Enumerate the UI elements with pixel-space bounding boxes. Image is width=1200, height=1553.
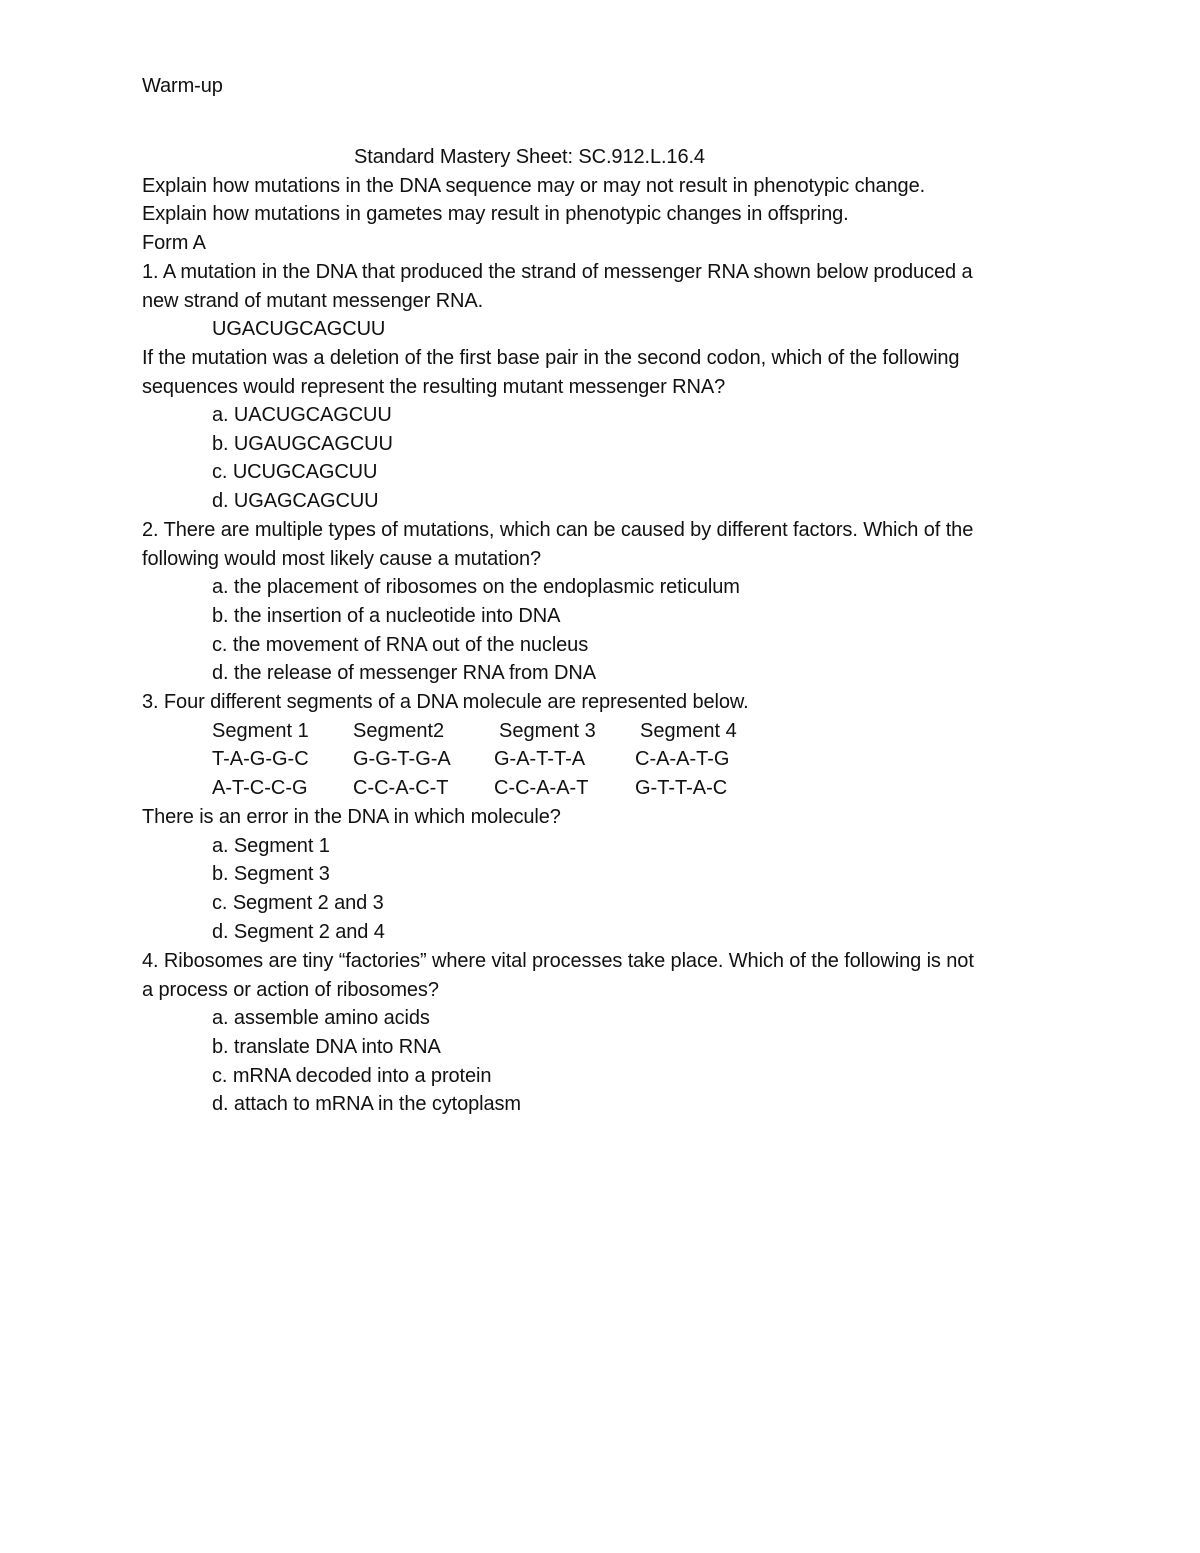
segment-4-header: Segment 4 [640,720,737,742]
segment-1-header: Segment 1 [212,720,309,742]
q1-question-line2: sequences would represent the resulting mutant messenger RNA? [142,376,726,398]
segment-3-header: Segment 3 [499,720,596,742]
q3-option-d: d. Segment 2 and 4 [212,921,385,943]
q1-option-a: a. UACUGCAGCUU [212,404,392,426]
q4-option-d: d. attach to mRNA in the cytoplasm [212,1093,521,1115]
segment-1-strand2: A-T-C-C-G [212,777,308,799]
q3-option-b: b. Segment 3 [212,863,330,885]
q1-stem-line2: new strand of mutant messenger RNA. [142,290,484,312]
q4-stem-line2: a process or action of ribosomes? [142,979,439,1001]
q1-question-line1: If the mutation was a deletion of the first base pair in the second codon, which of the following [142,347,960,369]
q4-option-c: c. mRNA decoded into a protein [212,1065,492,1087]
form-label: Form A [142,232,206,254]
q1-sequence: UGACUGCAGCUU [212,318,386,340]
q2-option-a: a. the placement of ribosomes on the endoplasmic reticulum [212,576,740,598]
q2-stem-line1: 2. There are multiple types of mutations, which can be caused by different factors. Which of the [142,519,974,541]
page-title: Standard Mastery Sheet: SC.912.L.16.4 [354,146,705,168]
segment-2-strand2: C-C-A-C-T [353,777,449,799]
objective-2: Explain how mutations in gametes may result in phenotypic changes in offspring. [142,203,849,225]
segment-1-strand1: T-A-G-G-C [212,748,309,770]
q2-option-b: b. the insertion of a nucleotide into DNA [212,605,561,627]
segment-4-strand1: C-A-A-T-G [635,748,730,770]
q1-option-c: c. UCUGCAGCUU [212,461,378,483]
q4-option-a: a. assemble amino acids [212,1007,430,1029]
q3-stem: 3. Four different segments of a DNA molecule are represented below. [142,691,749,713]
segment-2-strand1: G-G-T-G-A [353,748,451,770]
q2-option-c: c. the movement of RNA out of the nucleus [212,634,589,656]
segment-2-header: Segment2 [353,720,445,742]
segment-3-strand2: C-C-A-A-T [494,777,589,799]
q2-option-d: d. the release of messenger RNA from DNA [212,662,596,684]
q1-option-b: b. UGAUGCAGCUU [212,433,393,455]
warmup-label: Warm-up [142,75,223,97]
segment-3-strand1: G-A-T-T-A [494,748,586,770]
q2-stem-line2: following would most likely cause a mutation? [142,548,542,570]
q1-stem-line1: 1. A mutation in the DNA that produced the strand of messenger RNA shown below produced a [142,261,973,283]
q1-option-d: d. UGAGCAGCUU [212,490,379,512]
q3-option-c: c. Segment 2 and 3 [212,892,384,914]
objective-1: Explain how mutations in the DNA sequence may or may not result in phenotypic change. [142,175,926,197]
segment-4-strand2: G-T-T-A-C [635,777,728,799]
q3-option-a: a. Segment 1 [212,835,330,857]
q4-option-b: b. translate DNA into RNA [212,1036,441,1058]
q3-question: There is an error in the DNA in which molecule? [142,806,561,828]
q4-stem-line1: 4. Ribosomes are tiny “factories” where vital processes take place. Which of the following is not [142,950,974,972]
